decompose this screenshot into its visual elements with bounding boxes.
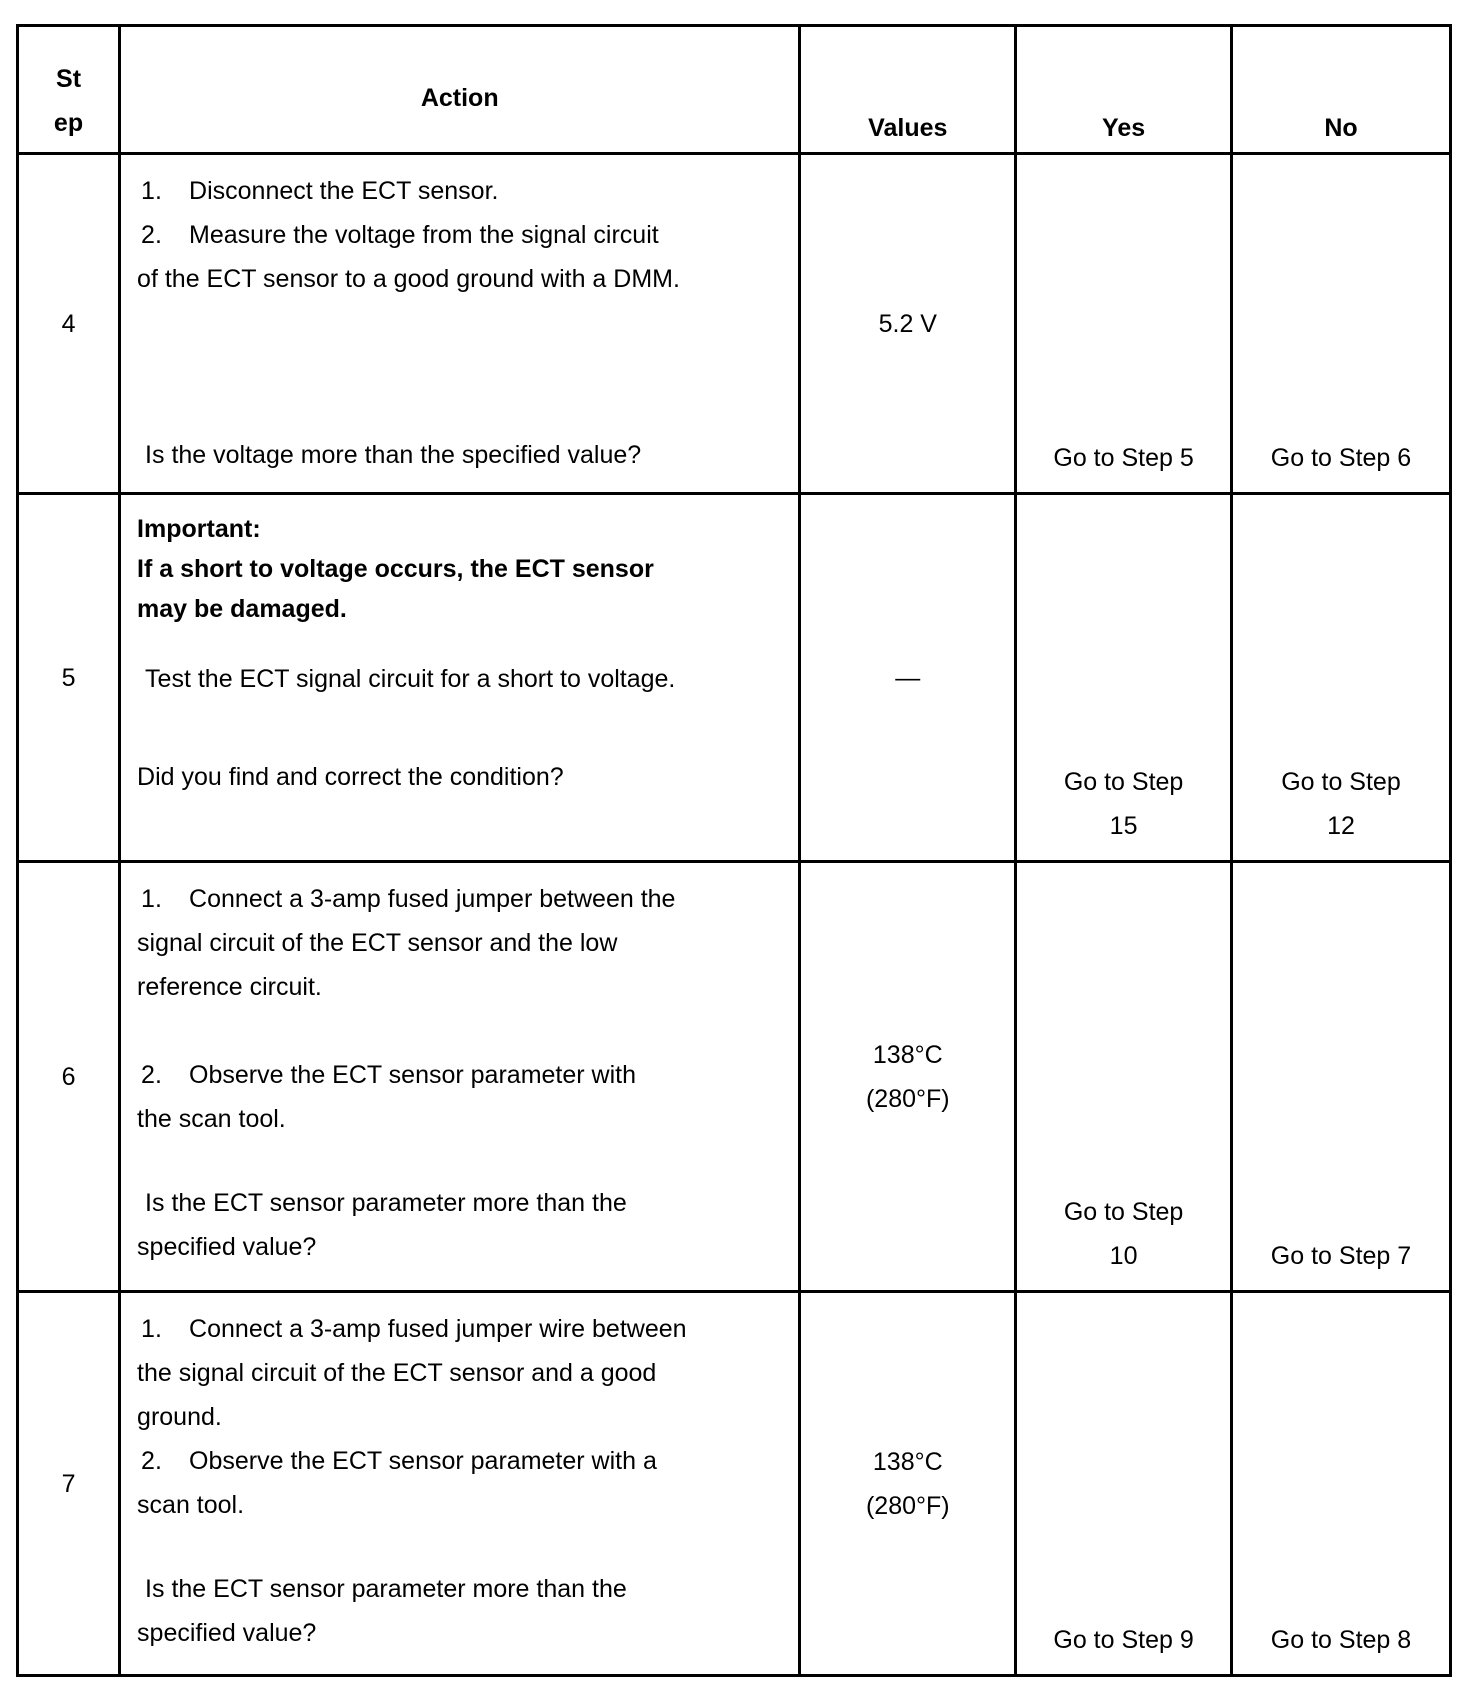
yes-cell (1016, 862, 1232, 1292)
list-marker: 1. (141, 885, 162, 913)
action-text: scan tool. (137, 1491, 245, 1519)
action-text: ground. (137, 1403, 222, 1431)
header-values: Values (800, 26, 1016, 154)
action-cell (120, 862, 800, 1292)
no-cell: Go to Step 6 (1231, 154, 1450, 494)
value-text: (280°F) (865, 1084, 950, 1113)
action-question: Is the ECT sensor parameter more than the (145, 1189, 627, 1217)
action-text: signal circuit of the ECT sensor and the low (137, 929, 618, 957)
action-text: of the ECT sensor to a good ground with a DMM. (137, 265, 680, 293)
step-number: 6 (18, 862, 120, 1292)
action-text: Observe the ECT sensor parameter with (189, 1061, 636, 1089)
action-text: the signal circuit of the ECT sensor and a good (137, 1359, 657, 1387)
values-cell (800, 862, 1016, 1292)
action-question: Is the voltage more than the specified value? (145, 441, 642, 469)
spacer (137, 1141, 778, 1181)
list-marker: 2. (141, 1447, 162, 1475)
action-question: specified value? (137, 1233, 317, 1261)
no-text: Go to Step (1281, 768, 1401, 796)
no-text: 12 (1327, 812, 1355, 840)
header-step-line1: St (56, 65, 82, 93)
table-row (18, 862, 1451, 1292)
action-line (137, 1307, 778, 1351)
table-row (18, 1292, 1451, 1676)
important-text: If a short to voltage occurs, the ECT sensor (137, 555, 654, 583)
action-line (137, 169, 778, 213)
table-row (18, 154, 1451, 494)
header-no: No (1231, 26, 1450, 154)
spacer (137, 629, 778, 657)
action-cell (120, 494, 800, 862)
values-cell: 5.2 V (800, 154, 1016, 494)
value-text: 138°C (872, 1040, 943, 1069)
action-text: Connect a 3-amp fused jumper between the (189, 885, 676, 913)
header-step (18, 26, 120, 154)
action-cell (120, 154, 800, 494)
table-row (18, 494, 1451, 862)
action-text: reference circuit. (137, 973, 322, 1001)
yes-cell (1016, 494, 1232, 862)
step-number: 5 (18, 494, 120, 862)
action-question: specified value? (137, 1619, 317, 1647)
spacer (137, 1527, 778, 1567)
action-line (137, 213, 778, 257)
action-text: Observe the ECT sensor parameter with a (189, 1447, 657, 1475)
step-number: 7 (18, 1292, 120, 1676)
no-cell (1231, 494, 1450, 862)
action-line (137, 1053, 778, 1097)
diagnostic-table (16, 24, 1452, 1677)
values-cell (800, 1292, 1016, 1676)
important-text: may be damaged. (137, 595, 347, 623)
header-action: Action (120, 26, 800, 154)
yes-cell: Go to Step 9 (1016, 1292, 1232, 1676)
header-yes: Yes (1016, 26, 1232, 154)
action-question: Did you find and correct the condition? (137, 763, 564, 791)
no-cell: Go to Step 7 (1231, 862, 1450, 1292)
action-question: Is the ECT sensor parameter more than the (145, 1575, 627, 1603)
yes-text: Go to Step (1063, 768, 1184, 796)
action-text: Measure the voltage from the signal circuit (189, 221, 659, 249)
yes-text: 10 (1109, 1242, 1138, 1270)
yes-cell: Go to Step 5 (1016, 154, 1232, 494)
list-marker: 2. (141, 1061, 162, 1089)
action-text: Disconnect the ECT sensor. (189, 177, 499, 205)
value-text: 138°C (872, 1447, 943, 1476)
values-cell: — (800, 494, 1016, 862)
yes-text: 15 (1109, 812, 1138, 840)
spacer (137, 1009, 778, 1053)
list-marker: 1. (141, 1315, 162, 1343)
important-title: Important: (137, 515, 261, 543)
header-step-line2: ep (53, 109, 84, 137)
header-row (18, 26, 1451, 154)
action-text: Connect a 3-amp fused jumper wire between (189, 1315, 687, 1343)
yes-text: Go to Step (1063, 1198, 1184, 1226)
value-text: (280°F) (865, 1491, 950, 1520)
no-cell: Go to Step 8 (1231, 1292, 1450, 1676)
list-marker: 2. (141, 221, 162, 249)
action-text: Test the ECT signal circuit for a short to voltage. (145, 665, 676, 693)
spacer (137, 701, 778, 755)
step-number: 4 (18, 154, 120, 494)
action-text: the scan tool. (137, 1105, 286, 1133)
action-line (137, 1439, 778, 1483)
action-cell (120, 1292, 800, 1676)
spacer (137, 301, 778, 433)
list-marker: 1. (141, 177, 162, 205)
action-line (137, 877, 778, 921)
